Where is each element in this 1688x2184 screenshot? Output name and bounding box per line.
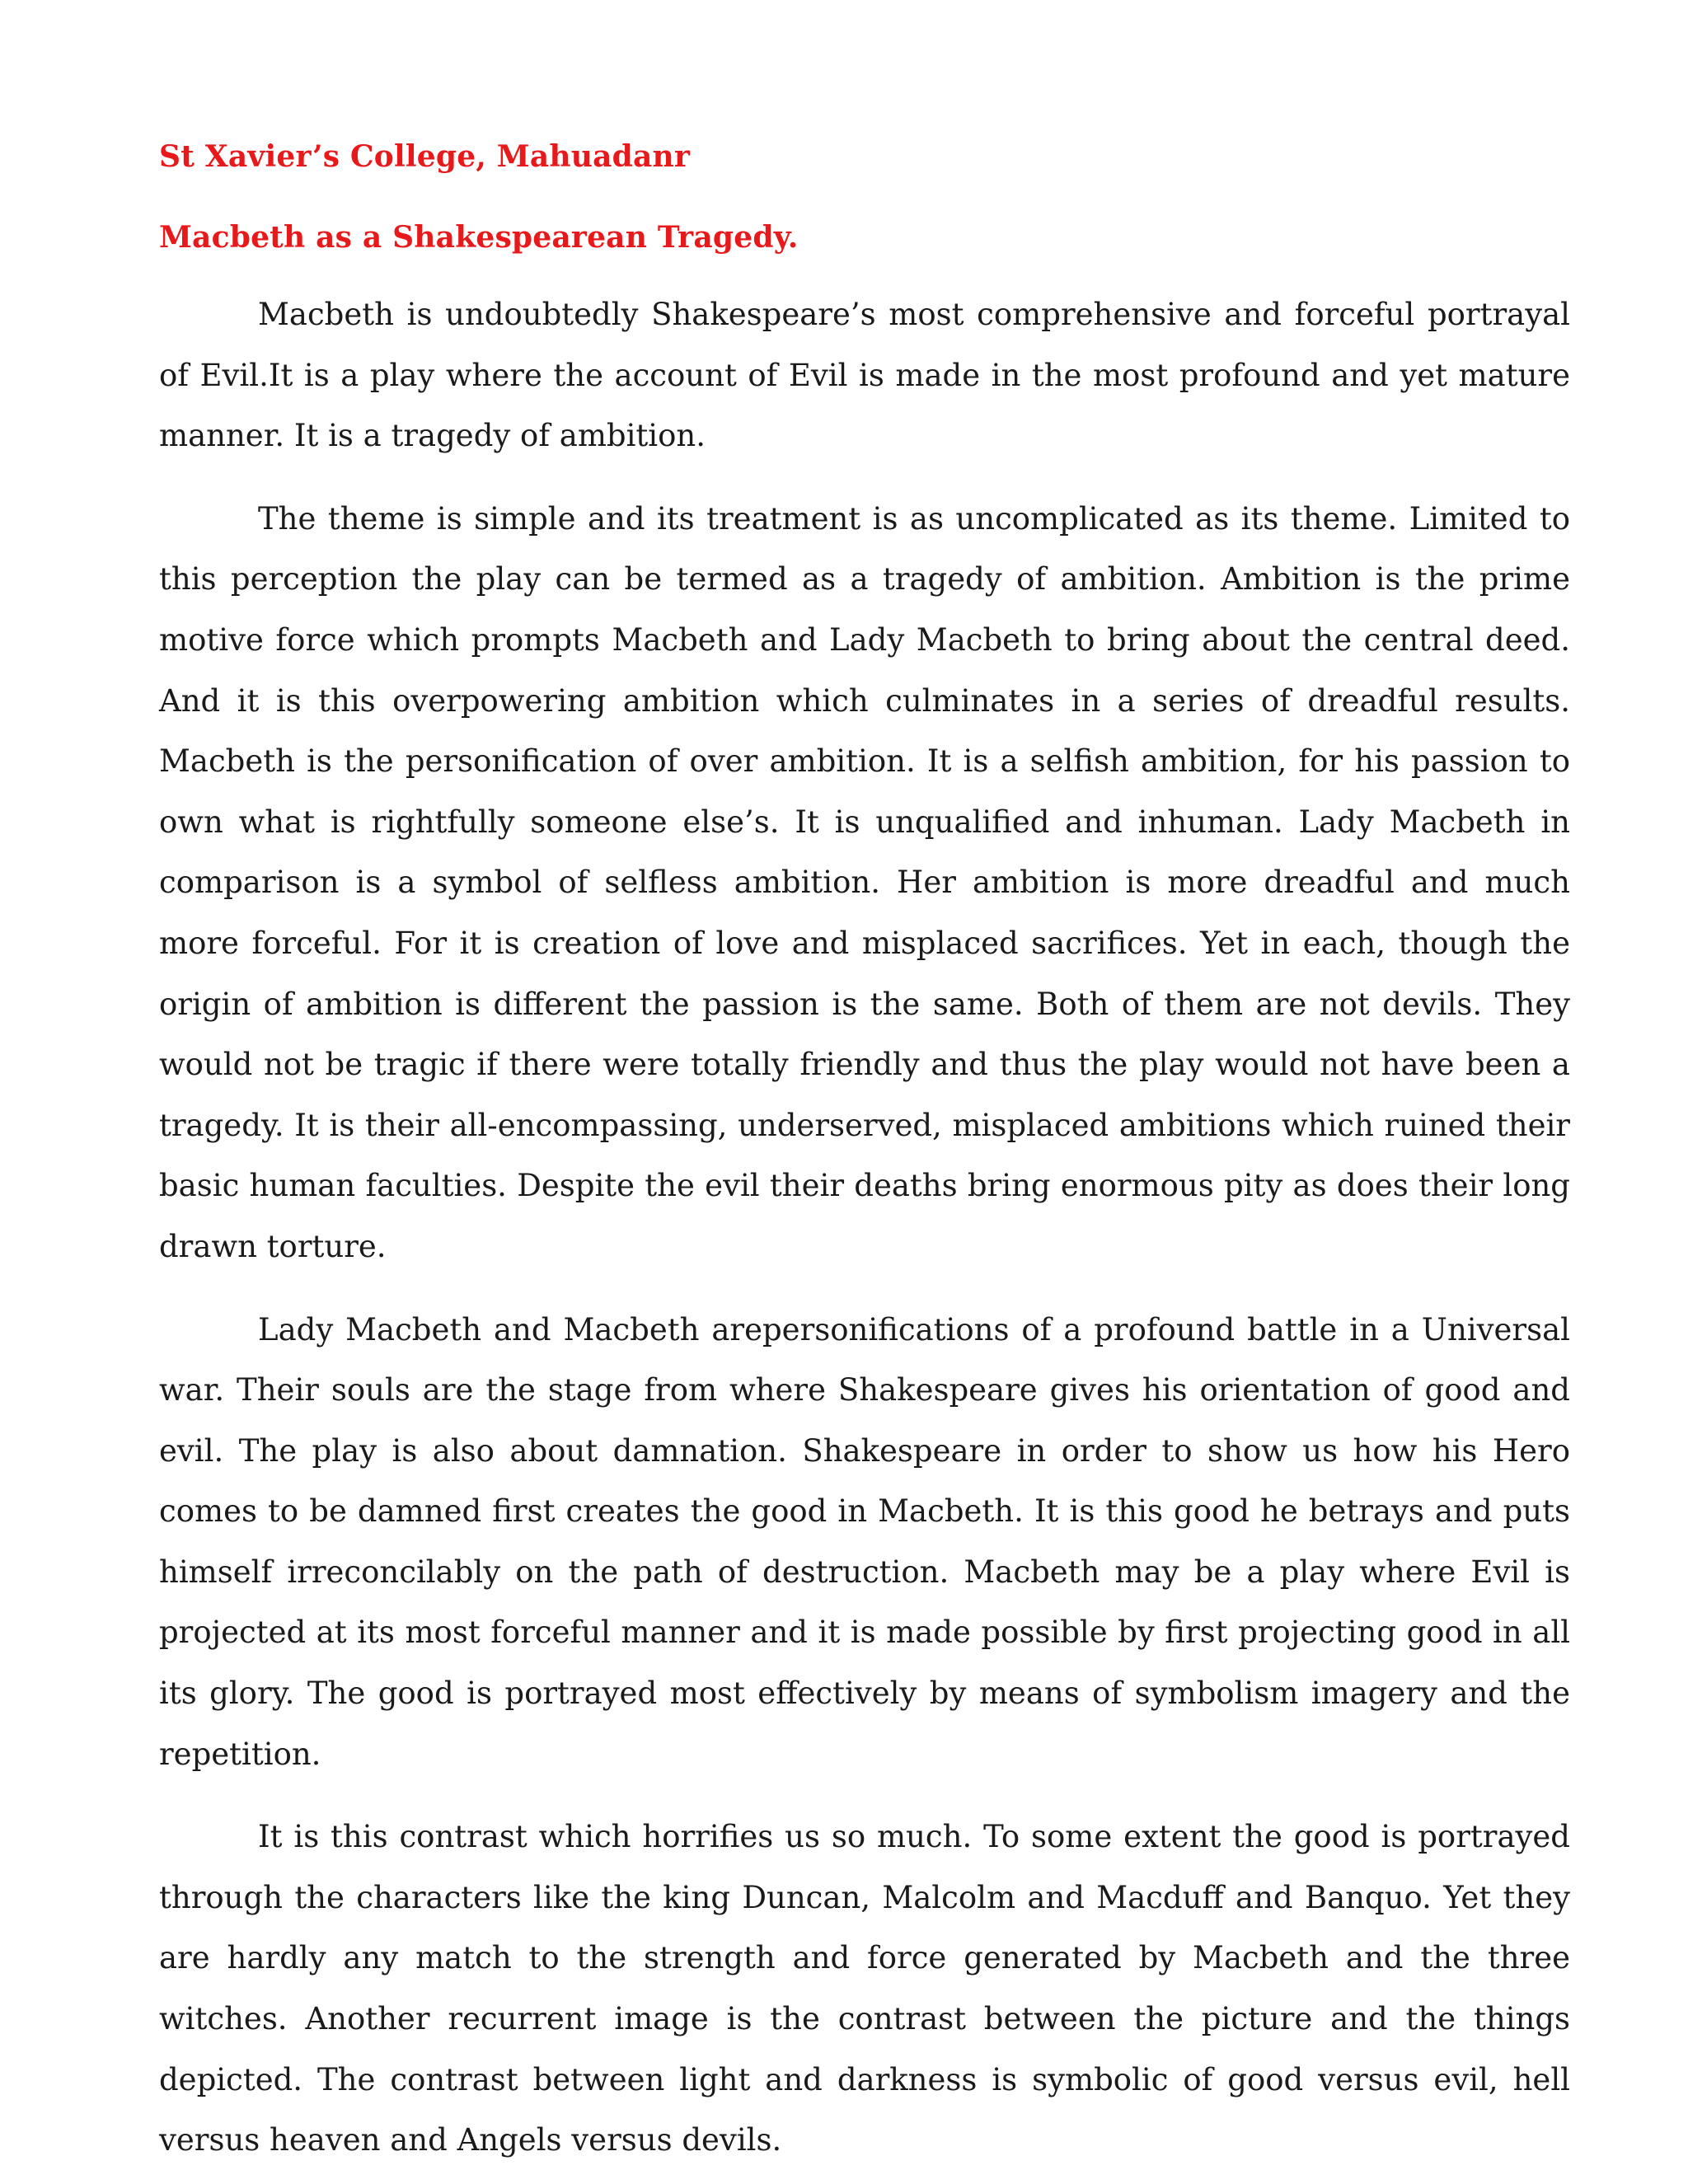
college-heading: St Xavier’s College, Mahuadanr [159,139,691,174]
paragraph-2: The theme is simple and its treatment is as uncomplicated as its theme. Limited to this perception the play can be termed as a tragedy of ambition. Ambition is the prime motive force which prompts Macbeth and Lady Macbeth to bring about the central deed. And it is this overpowering ambition which culminates in a series of dreadful results. Macbeth is the personification of over ambition. It is a selfish ambition, for his passion to own what is rightfully someone else’s. It is unqualified and inhuman. Lady Macbeth in comparison is a symbol of selfless ambition. Her ambition is more dreadful and much more forceful. For it is creation of love and misplaced sacrifices. Yet in each, though the origin of ambition is different the passion is the same. Both of them are not devils. They would not be tragic if there were totally friendly and thus the play would not have been a tragedy. It is their all-encompassing, underserved, misplaced ambitions which ruined their basic human faculties. Despite the evil their deaths bring enormous pity as does their long drawn torture. [159,500,1570,1264]
paragraph-1: Macbeth is undoubtedly Shakespeare’s most comprehensive and forceful portrayal of Evil.It is a play where the account of Evil is made in the most profound and yet mature manner. It is a tragedy of ambition. [159,297,1570,454]
document-page [159,132,1570,2171]
paragraph-4: It is this contrast which horrifies us so much. To some extent the good is portrayed through the characters like the king Duncan, Malcolm and Macduff and Banquo. Yet they are hardly any match to the strength and force generated by Macbeth and the three witches. Another recurrent image is the contrast between the picture and the things depicted. The contrast between light and darkness is symbolic of good versus evil, hell versus heaven and Angels versus devils. [159,1819,1570,2158]
essay-title: Macbeth as a Shakespearean Tragedy. [159,220,799,255]
paragraph-3: Lady Macbeth and Macbeth arepersonifications of a profound battle in a Universal war. Their souls are the stage from where Shakespeare gives his orientation of good and evil. The play is also about damnation. Shakespeare in order to show us how his Hero comes to be damned first creates the good in Macbeth. It is this good he betrays and puts himself irreconcilably on the path of destruction. Macbeth may be a play where Evil is projected at its most forceful manner and it is made possible by first projecting good in all its glory. The good is portrayed most effectively by means of symbolism imagery and the repetition. [159,1311,1570,1772]
